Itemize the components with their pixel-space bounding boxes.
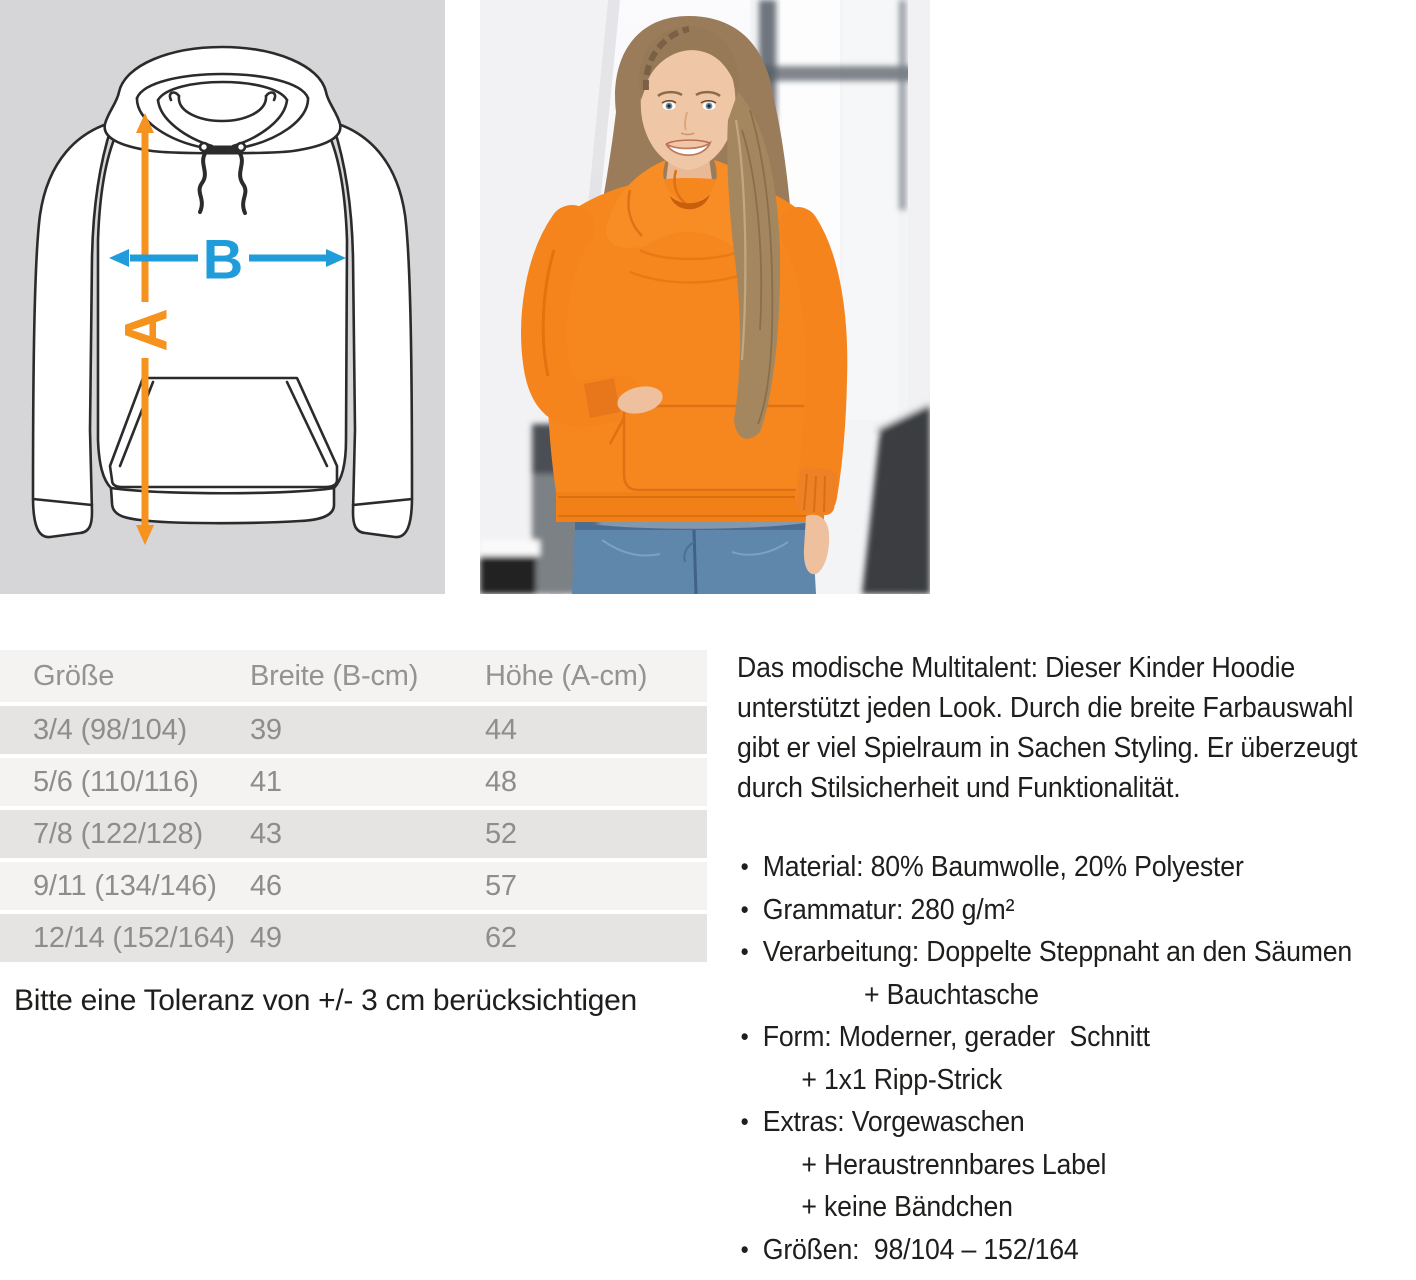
bullet-item [737,931,1416,974]
description-intro-line: unterstützt jeden Look. Durch die breite Farbauswahl [737,692,1354,724]
column-header-groesse: Größe [33,659,115,692]
size-cell: 5/6 (110/116) [33,765,199,798]
product-description [737,648,1416,1271]
description-intro-line: Das modische Multitalent: Dieser Kinder Hoodie [737,652,1296,684]
bullet-continuation: + 1x1 Ripp-Strick [801,1063,1003,1096]
right-cuff [584,378,620,418]
bullet-text: Grammatur: 280 g/m² [762,893,1015,926]
width-cell: 39 [250,713,282,746]
table-row [0,758,707,806]
column-header-hoehe: Höhe (A-cm) [485,659,648,692]
size-cell: 9/11 (134/146) [33,869,217,902]
bullet-text: Größen: 98/104 – 152/164 [762,1233,1079,1266]
height-cell: 57 [485,869,517,902]
bullet-dot: • [740,1023,749,1051]
table-row [0,706,707,754]
description-intro-line: durch Stilsicherheit und Funktionalität. [737,772,1181,804]
table-row [0,862,707,910]
description-intro-line: gibt er viel Spielraum in Sachen Styling. Er überzeugt [737,732,1358,764]
label-b: B [202,227,244,291]
bullet-text: Extras: Vorgewaschen [762,1106,1025,1138]
table-row [0,810,707,858]
bullet-list [737,846,1416,1271]
bullet-continuation: + Heraustrennbares Label [801,1148,1107,1181]
size-cell: 7/8 (122/128) [33,817,203,850]
height-cell: 62 [485,921,517,954]
left-cuff [796,466,839,516]
width-cell: 43 [250,817,282,850]
bullet-continuation: + Bauchtasche [863,978,1039,1011]
size-cell: 12/14 (152/164) [33,921,235,954]
model-photo-illustration [480,0,930,594]
product-photo [480,0,930,594]
width-cell: 49 [250,921,282,954]
bullet-item [737,846,1416,889]
bullet-text: Form: Moderner, gerader Schnitt [762,1021,1150,1053]
width-cell: 46 [250,869,282,902]
tolerance-note: Bitte eine Toleranz von +/- 3 cm berücksichtigen [14,984,637,1017]
bullet-item [737,1016,1416,1059]
bullet-text: Material: 80% Baumwolle, 20% Polyester [762,851,1244,883]
label-a: A [112,308,180,352]
size-diagram [0,0,445,594]
jeans [572,522,816,594]
bullet-dot: • [740,1108,749,1136]
bullet-item [737,1229,1416,1272]
bullet-text: Verarbeitung: Doppelte Steppnaht an den Säumen [762,936,1353,968]
height-cell: 52 [485,817,517,850]
bullet-item [737,1101,1416,1144]
bullet-item [737,889,1416,932]
height-cell: 48 [485,765,517,798]
size-table-header [0,650,707,702]
table-row [0,914,707,962]
bullet-dot: • [740,895,749,924]
bullet-continuation: + keine Bändchen [801,1191,1013,1223]
height-cell: 44 [485,713,517,746]
column-header-breite: Breite (B-cm) [250,659,419,692]
bullet-dot: • [740,853,749,881]
size-table [0,650,707,962]
bullet-dot: • [740,938,749,966]
size-cell: 3/4 (98/104) [33,713,187,746]
bullet-dot: • [740,1235,749,1264]
width-cell: 41 [250,765,282,798]
hoodie-measurement-drawing [0,0,445,594]
kangaroo-pocket [624,406,818,490]
